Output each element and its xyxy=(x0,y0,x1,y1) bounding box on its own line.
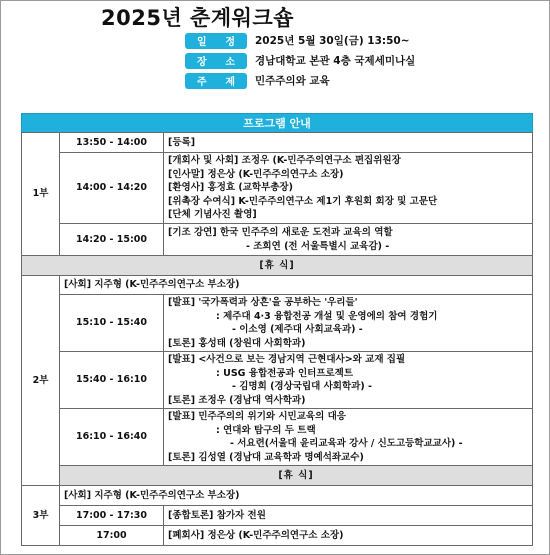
info-label-theme: 주 제 xyxy=(185,73,247,89)
table-row xyxy=(22,506,533,526)
info-row-venue xyxy=(185,52,415,69)
table-row xyxy=(22,409,533,466)
break-label: [휴 식] xyxy=(60,466,533,486)
page-title: 2025년 춘계워크숍 xyxy=(101,6,294,30)
table-row xyxy=(22,295,533,352)
session-cell: [기조 강연] 한국 민주주의 새로운 도전과 교육의 역할 - 조희연 (전 서울특별시 교육감) - xyxy=(164,224,533,256)
time-cell: 14:20 - 15:00 xyxy=(60,224,164,256)
session-cell: [등록] xyxy=(164,133,533,153)
session-cell: [발표] '국가폭력과 상흔'을 공부하는 '우리들' : 제주대 4·3 융합전공 개설 및 운영에의 참여 경험기 - 이소영 (제주대 사회교육과) - [토론] 홍성태 (창원대 사회학과) xyxy=(164,295,533,352)
session-cell: [개회사 및 사회] 조정우 (K-민주주의연구소 편집위원장 [인사말] 정은상 (K-민주주의연구소 소장) [환영사] 홍정효 (교학부총장) [위촉장 수여식] K-민주주의연구소 제1기 후원회 회장 및 고문단 [단체 기념사진 촬영] xyxy=(164,153,533,224)
table-row xyxy=(22,133,533,153)
info-row-theme xyxy=(185,72,330,89)
table-row xyxy=(22,276,533,295)
info-row-date xyxy=(185,32,410,49)
info-value-theme: 민주주의와 교육 xyxy=(255,75,330,87)
info-label-date: 일 정 xyxy=(185,33,247,49)
time-cell: 17:00 xyxy=(60,526,164,546)
program-table xyxy=(21,132,533,546)
table-row xyxy=(22,526,533,546)
time-cell: 16:10 - 16:40 xyxy=(60,409,164,466)
time-cell: 15:10 - 15:40 xyxy=(60,295,164,352)
session-cell: [사회] 지주형 (K-민주주의연구소 부소장) xyxy=(60,276,533,295)
time-cell: 13:50 - 14:00 xyxy=(60,133,164,153)
table-row xyxy=(22,352,533,409)
table-row xyxy=(22,224,533,256)
session-cell: [사회] 지주형 (K-민주주의연구소 부소장) xyxy=(60,486,533,506)
table-row xyxy=(22,153,533,224)
time-cell: 14:00 - 14:20 xyxy=(60,153,164,224)
session-cell: [종합토론] 참가자 전원 xyxy=(164,506,533,526)
session-cell: [발표] 민주주의의 위기와 시민교육의 대응 : 연대와 탐구의 두 트랙 - 서요련(서울대 윤리교육과 강사 / 신도고등학교교사) - [토론] 김성열 (경남대 교육학과 명예석좌교수) xyxy=(164,409,533,466)
session-cell: [폐회사] 정은상 (K-민주주의연구소 소장) xyxy=(164,526,533,546)
break-row xyxy=(22,256,533,276)
table-row xyxy=(22,486,533,506)
part-label-2: 2부 xyxy=(22,276,60,486)
info-label-venue: 장 소 xyxy=(185,53,247,69)
part-label-3: 3부 xyxy=(22,486,60,546)
info-value-venue: 경남대학교 본관 4층 국제세미나실 xyxy=(255,55,416,67)
time-cell: 15:40 - 16:10 xyxy=(60,352,164,409)
break-row xyxy=(22,466,533,486)
time-cell: 17:00 - 17:30 xyxy=(60,506,164,526)
break-label: [휴 식] xyxy=(22,256,533,276)
info-value-date: 2025년 5월 30일(금) 13:50~ xyxy=(255,35,410,47)
part-label-1: 1부 xyxy=(22,133,60,256)
program-header: 프로그램 안내 xyxy=(21,113,533,133)
session-cell: [발표] <사건으로 보는 경남지역 근현대사>와 교재 집필 : USG 융합전공과 인터프로젝트 - 김명희 (경상국립대 사회학과) - [토론] 조정우 (경남대 역사학과) xyxy=(164,352,533,409)
